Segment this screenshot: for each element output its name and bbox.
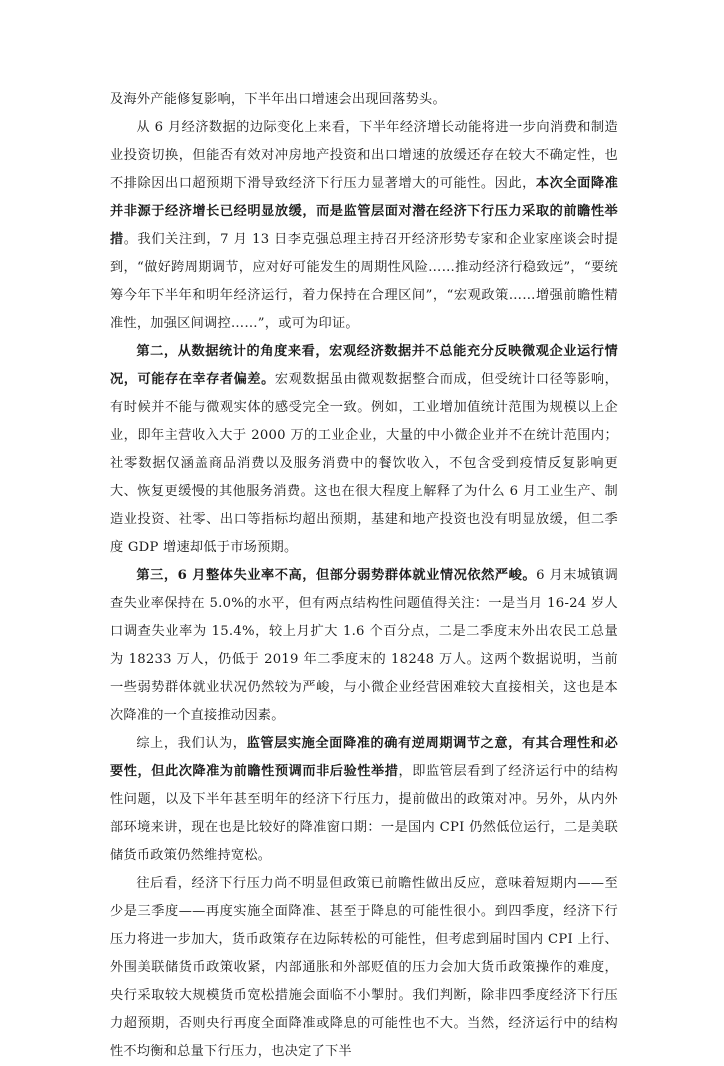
text-segment: 及海外产能修复影响，下半年出口增速会出现回落势头。: [110, 92, 446, 107]
text-segment: 宏观数据虽由微观数据整合而成，但受统计口径等影响，有时候并不能与微观实体的感受完全一致。例如，工业增加值统计范围为规模以上企业，即年主营收入大于 2000 万的工业企业，大量的中小微企业并不在统计范围内；社零数据仅涵盖商品消费以及服务消费中的餐饮收入，不包含受到疫情反复影响更大、恢复更缓慢的其他服务消费。这也在很大程度上解释了为什么 6 月工业生产、制造业投资、社零、出口等指标均超出预期，基建和地产投资也没有明显放缓，但二季度 GDP 增速却低于市场预期。: [110, 372, 619, 555]
paragraph: [110, 870, 618, 1066]
bold-text-segment: 第二，从数据统计的角度来看，宏观经济数据并不总能充分反映微观企业运行情况，可能存在幸存者偏差。: [110, 344, 618, 387]
text-segment: 往后看，经济下行压力尚不明显但政策已前瞻性做出反应，意味着短期内——至少是三季度——再度实施全面降准、甚至于降息的可能性很小。到四季度，经济下行压力将进一步加大，货币政策存在边际转松的可能性，但考虑到届时国内 CPI 上行、外围美联储货币政策收紧，内部通胀和外部贬值的压力会加大货币政策操作的难度，央行采取较大规模货币宽松措施会面临不小掣肘。我们判断，除非四季度经济下行压力超预期，否则央行再度全面降准或降息的可能性也不大。当然，经济运行中的结构性不均衡和总量下行压力，也决定了下半: [110, 876, 618, 1059]
text-segment: 。我们关注到，7 月 13 日李克强总理主持召开经济形势专家和企业家座谈会时提到，“做好跨周期调节，应对好可能发生的周期性风险……推动经济行稳致远”，“要统筹今年下半年和明年经济运行，着力保持在合理区间”，“宏观政策……增强前瞻性精准性，加强区间调控……”，或可为印证。: [110, 232, 619, 331]
bold-text-segment: 监管层实施全面降准的确有逆周期调节之意，有其合理性和必要性，但此次降准为前瞻性预调而非后验性举措: [110, 736, 619, 779]
text-segment: 综上，我们认为，: [136, 736, 247, 751]
text-segment: 6 月末城镇调查失业率保持在 5.0%的水平，但有两点结构性问题值得关注：一是当月 16-24 岁人口调查失业率为 15.4%，较上月扩大 1.6 个百分点，二是二季度末外出农民工总量为 18233 万人，仍低于 2019 年二季度末的 18248 万人。这两个数据说明，当前一些弱势群体就业状况仍然较为严峻，与小微企业经营困难较大直接相关，这也是本次降准的一个直接推动因素。: [110, 568, 619, 723]
paragraph: [110, 562, 618, 730]
bold-text-segment: 本次全面降准并非源于经济增长已经明显放缓，而是监管层面对潜在经济下行压力采取的前瞻性举措: [110, 176, 619, 247]
text-segment: ，即监管层看到了经济运行中的结构性问题，以及下半年甚至明年的经济下行压力，提前做出的政策对冲。另外，从内外部环境来讲，现在也是比较好的降准窗口期：一是国内 CPI 仍然低位运行，二是美联储货币政策仍然维持宽松。: [110, 764, 619, 863]
paragraph: [110, 730, 618, 870]
document-body: [110, 86, 618, 1066]
paragraph: [110, 338, 618, 562]
paragraph: [110, 86, 618, 114]
bold-text-segment: 第三，6 月整体失业率不高，但部分弱势群体就业情况依然严峻。: [136, 568, 537, 583]
paragraph: [110, 114, 618, 338]
text-segment: 从 6 月经济数据的边际变化上来看，下半年经济增长动能将进一步向消费和制造业投资切换，但能否有效对冲房地产投资和出口增速的放缓还存在较大不确定性，也不排除因出口超预期下滑导致经济下行压力显著增大的可能性。因此，: [110, 120, 618, 191]
